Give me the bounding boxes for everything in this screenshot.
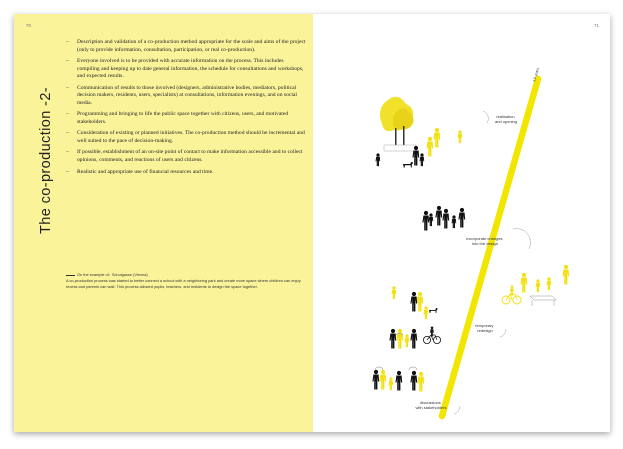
process-diagram bbox=[313, 14, 610, 432]
list-item: – Communication of results to those involved (designers, administrative bodies, mediators, political decision makers, residents, users, specialists) at consultations, information evenings, and on social media. bbox=[66, 84, 297, 106]
list-item: – Everyone involved is to be provided with accurate information on the process. This includes compiling and keeping up to date general information, the schedule for consultations and workshops, and expected results. bbox=[66, 58, 304, 80]
stage-incorporate-changes bbox=[422, 206, 530, 249]
step-label: discussions with stakeholders bbox=[415, 400, 447, 410]
example-label: On the example of: bbox=[77, 272, 110, 277]
timeline-bar bbox=[442, 79, 538, 416]
right-page bbox=[313, 14, 610, 432]
list-item: – Programming and bringing to life the public space together with citizens, users, and motivated stakeholders. bbox=[66, 111, 289, 125]
person-silhouette-icon bbox=[410, 292, 417, 312]
person-silhouette-icon bbox=[372, 329, 417, 391]
example-rule bbox=[66, 275, 75, 276]
list-item: – Description and validation of a co-production method appropriate for the scale and aims of the project (only to provide information, consultation, participation, or real co-production). bbox=[66, 39, 306, 53]
example-text: A co-production process was started to better connect a school with a neighboring park and create more space where children can enjoy recess and parents can wait. This process allowed pupils, teachers, and residents to design the space together. bbox=[66, 277, 301, 289]
connector-arc bbox=[513, 229, 531, 249]
bicycle-icon bbox=[502, 286, 521, 304]
dog-icon bbox=[403, 162, 413, 168]
bench-platform bbox=[384, 145, 416, 151]
person-silhouette-icon bbox=[422, 206, 465, 231]
step-label: realisation and opening bbox=[494, 114, 518, 124]
list-item: – If possible, establishment of an on-site point of contact to make information accessible and to collect opinions, comments, and reactions of users and citizens. bbox=[66, 149, 303, 163]
page-number-left: 70 bbox=[26, 23, 32, 28]
bicycle-icon bbox=[423, 327, 440, 344]
connector-arc bbox=[454, 406, 460, 414]
left-page bbox=[14, 14, 313, 432]
list-item: – Realistic and appropriate use of financial resources and time. bbox=[66, 168, 214, 175]
list-item: – Consideration of existing or planned initiatives. The co-production method should be incremental and well suited to the pace of decision-making. bbox=[66, 130, 305, 144]
timeline-axis-label: 1.5 years bbox=[532, 67, 540, 83]
book-spread bbox=[14, 14, 610, 432]
table-icon bbox=[530, 296, 556, 306]
example-place: Schulgasse (Vienna) bbox=[111, 272, 148, 277]
stage-realisation bbox=[376, 97, 518, 168]
page-title: The co-production -2- bbox=[38, 86, 54, 234]
connector-arc bbox=[483, 111, 488, 123]
person-silhouette-icon bbox=[426, 128, 462, 157]
step-label: incorporate changes into the design bbox=[466, 236, 503, 246]
example-box bbox=[66, 272, 304, 290]
connector-arc bbox=[500, 329, 506, 337]
page-number-right: 71 bbox=[594, 23, 600, 28]
tree-icon bbox=[380, 97, 414, 148]
step-label: temporary redesign bbox=[475, 323, 494, 333]
dog-icon bbox=[429, 308, 437, 313]
requirements-list bbox=[66, 39, 306, 180]
page-title-vertical bbox=[38, 44, 52, 234]
